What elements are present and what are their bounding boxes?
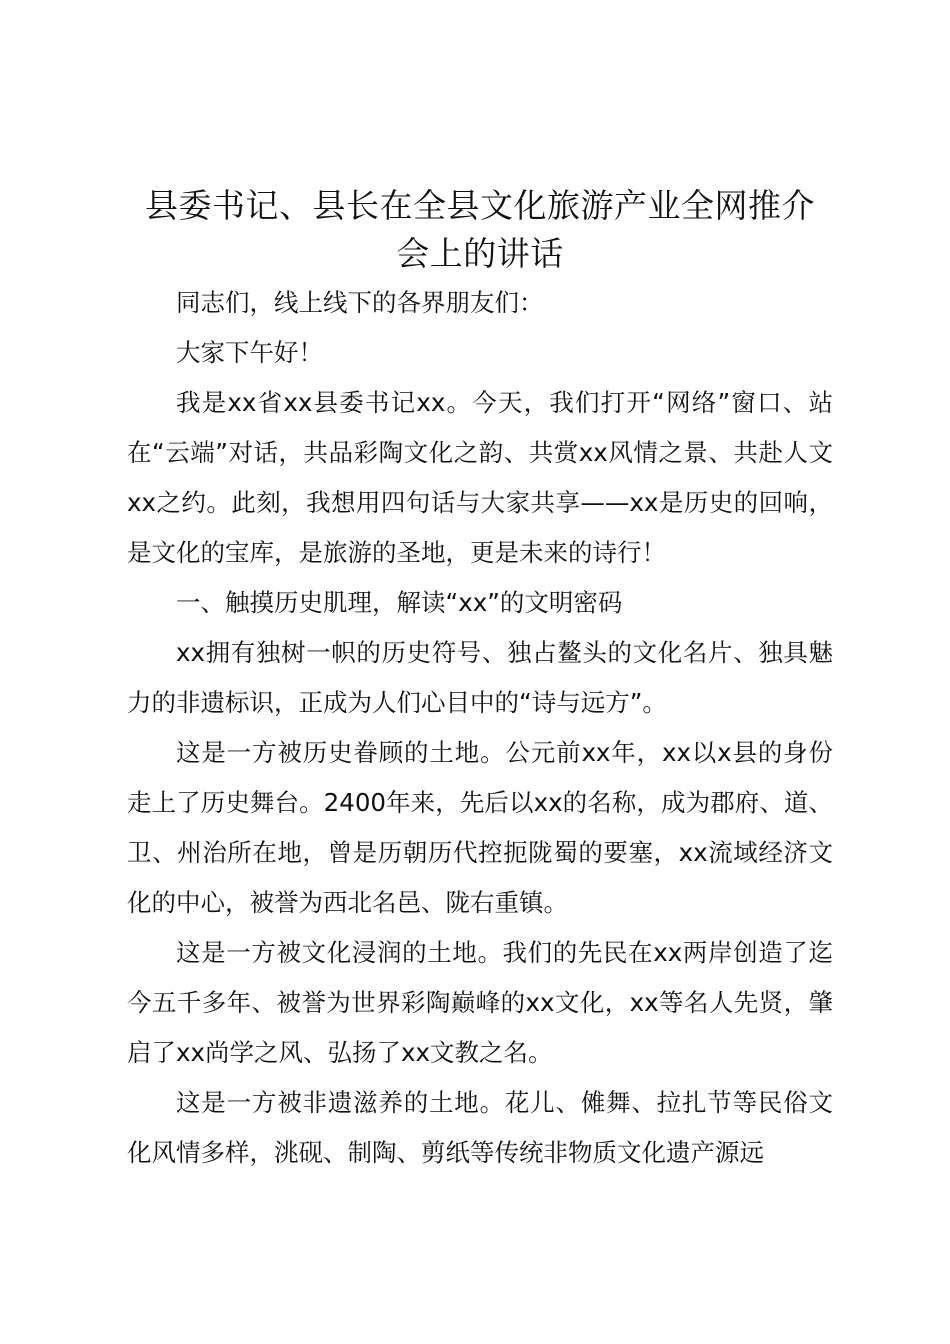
greeting: 大家下午好！ (176, 338, 323, 367)
document-body (127, 182, 833, 1178)
title-line-2: 会上的讲话 (396, 234, 564, 273)
section-heading-1: 一、触摸历史肌理，解读“xx”的文明密码 (176, 588, 623, 617)
salutation: 同志们，线上线下的各界朋友们： (176, 288, 544, 317)
body-paragraph: 这是一方被历史眷顾的土地。公元前xx年，xx以x县的身份走上了历史舞台。2400年来，先后以xx的名称，成为郡府、道、卫、州治所在地，曾是历朝历代控扼陇蜀的要塞，xx流域经济文化的中心，被誉为西北名邑、陇右重镇。 (127, 738, 833, 917)
document-title (127, 182, 833, 278)
intro-paragraph: 我是xx省xx县委书记xx。今天，我们打开“网络”窗口、站在“云端”对话，共品彩陶文化之韵、共赏xx风情之景、共赴人文xx之约。此刻，我想用四句话与大家共享——xx是历史的回响，是文化的宝库，是旅游的圣地，更是未来的诗行！ (127, 388, 833, 567)
title-line-1: 县委书记、县长在全县文化旅游产业全网推介 (145, 186, 815, 225)
body-paragraph: 这是一方被非遗滋养的土地。花儿、傩舞、拉扎节等民俗文化风情多样，洮砚、制陶、剪纸等传统非物质文化遗产源远 (127, 1088, 833, 1167)
body-paragraph: 这是一方被文化浸润的土地。我们的先民在xx两岸创造了迄今五千多年、被誉为世界彩陶巅峰的xx文化，xx等名人先贤，肇启了xx尚学之风、弘扬了xx文教之名。 (127, 938, 833, 1067)
body-paragraph: xx拥有独树一帜的历史符号、独占鳌头的文化名片、独具魅力的非遗标识，正成为人们心目中的“诗与远方”。 (127, 638, 833, 717)
